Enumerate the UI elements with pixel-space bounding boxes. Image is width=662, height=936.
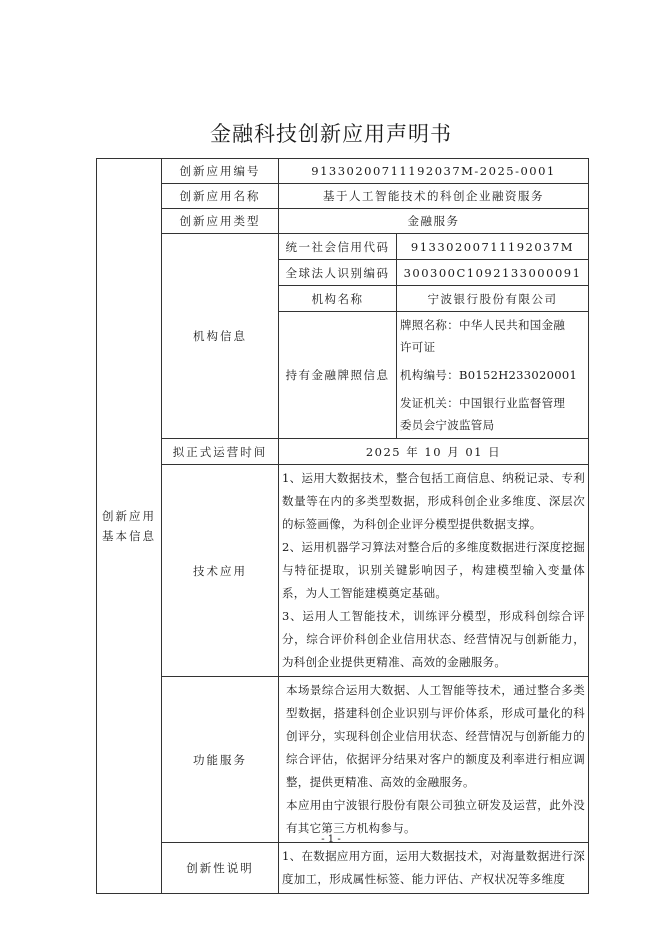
app-id-value: 91330200711192037M-2025-0001 bbox=[279, 159, 589, 184]
function-item-2: 本应用由宁波银行股份有限公司独立研发及运营，此外没有其它第三方机构参与。 bbox=[286, 798, 585, 835]
app-name-value: 基于人工智能技术的科创企业融资服务 bbox=[279, 184, 589, 209]
lei-value: 300300C1092133000091 bbox=[397, 260, 589, 286]
institution-name-label: 机构名称 bbox=[279, 286, 397, 312]
license-label: 持有金融牌照信息 bbox=[279, 312, 397, 439]
institution-name-value: 宁波银行股份有限公司 bbox=[397, 286, 589, 312]
app-type-label: 创新应用类型 bbox=[162, 209, 279, 234]
innovation-content bbox=[279, 843, 589, 894]
license-name-line1: 牌照名称：中华人民共和国金融 bbox=[400, 318, 566, 332]
declaration-table bbox=[96, 158, 589, 894]
document-title: 金融科技创新应用声明书 bbox=[210, 122, 452, 146]
launch-date-value: 2025 年 10 月 01 日 bbox=[279, 439, 589, 465]
institution-label: 机构信息 bbox=[162, 234, 279, 439]
lei-label: 全球法人识别编码 bbox=[279, 260, 397, 286]
app-id-label: 创新应用编号 bbox=[162, 159, 279, 184]
license-info bbox=[397, 312, 589, 439]
license-code: 机构编号：B0152H233020001 bbox=[400, 368, 578, 382]
page-number: - 1 - bbox=[321, 834, 341, 845]
section-label-line2: 基本信息 bbox=[102, 529, 156, 543]
function-label: 功能服务 bbox=[162, 677, 279, 843]
tech-item-2: 2、运用机器学习算法对整合后的多维度数据进行深度挖掘与特征提取，识别关键影响因子，构建模型输入变量体系，为人工智能建模奠定基础。 bbox=[282, 540, 585, 600]
credit-code-value: 91330200711192037M bbox=[397, 234, 589, 260]
app-type-value: 金融服务 bbox=[279, 209, 589, 234]
tech-item-3: 3、运用人工智能技术，训练评分模型，形成科创综合评分，综合评价科创企业信用状态、经营情况与创新能力，为科创企业提供更精准、高效的金融服务。 bbox=[282, 609, 585, 669]
innovation-text: 1、在数据应用方面，运用大数据技术，对海量数据进行深度加工，形成属性标签、能力评估、产权状况等多维度 bbox=[282, 849, 585, 886]
function-item-1: 本场景综合运用大数据、人工智能等技术，通过整合多类型数据，搭建科创企业识别与评价体系，形成可量化的科创评分，实现科创企业信用状态、经营情况与创新能力的综合评估，依据评分结果对客户的额度及利率进行相应调整，提供更精准、高效的金融服务。 bbox=[286, 683, 585, 789]
section-label-line1: 创新应用 bbox=[102, 509, 156, 523]
license-authority-line2: 委员会宁波监管局 bbox=[400, 418, 495, 432]
license-name-line2: 许可证 bbox=[400, 340, 436, 354]
credit-code-label: 统一社会信用代码 bbox=[279, 234, 397, 260]
launch-date-label: 拟正式运营时间 bbox=[162, 439, 279, 465]
license-authority-line1: 发证机关：中国银行业监督管理 bbox=[400, 396, 566, 410]
tech-content bbox=[279, 465, 589, 677]
function-content bbox=[279, 677, 589, 843]
innovation-label: 创新性说明 bbox=[162, 843, 279, 894]
section-label bbox=[97, 159, 162, 894]
tech-label: 技术应用 bbox=[162, 465, 279, 677]
app-name-label: 创新应用名称 bbox=[162, 184, 279, 209]
tech-item-1: 1、运用大数据技术，整合包括工商信息、纳税记录、专利数量等在内的多类型数据，形成科创企业多维度、深层次的标签画像，为科创企业评分模型提供数据支撑。 bbox=[282, 471, 585, 531]
